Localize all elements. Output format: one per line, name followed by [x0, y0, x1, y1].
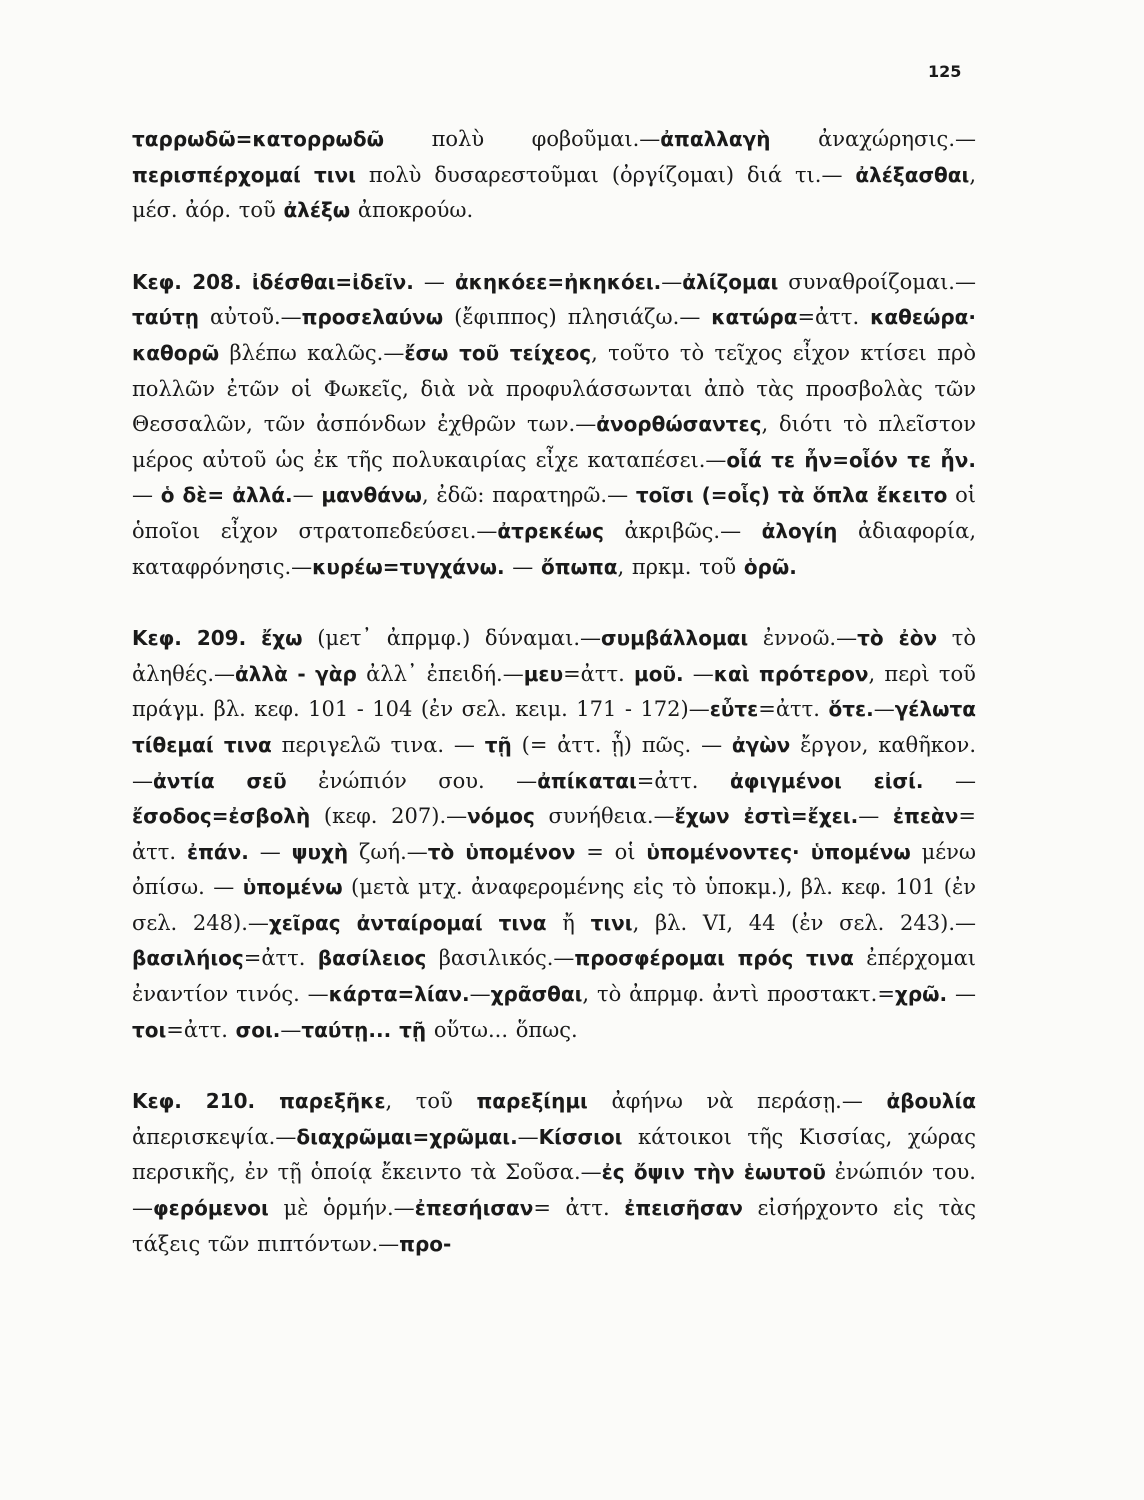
gloss-text: (= ἀττ. ᾗ) πῶς. — — [511, 732, 732, 757]
gloss-text: , βλ. VI, 44 (ἐν σελ. 243).— — [632, 910, 977, 935]
headword: παρεξίημι — [476, 1089, 588, 1114]
gloss-text: = ἀττ. — [132, 804, 976, 864]
gloss-text: ἔργον, καθῆκον. — — [132, 732, 976, 793]
gloss-text: — — [661, 269, 683, 294]
headword: κάρτα=λίαν. — [328, 982, 470, 1007]
headword: ταύτῃ — [132, 305, 200, 330]
paragraph-3 — [132, 1084, 976, 1262]
gloss-text: ἐνώπιόν του.— — [132, 1160, 976, 1221]
gloss-text: οὕτω... ὅπως. — [426, 1017, 578, 1042]
gloss-text: ζωή.— — [348, 839, 428, 864]
headword: ἀντία σεῦ — [153, 768, 287, 793]
headword: προ- — [399, 1231, 452, 1256]
gloss-text: =ἀττ. — [563, 661, 634, 686]
gloss-text: =ἀττ. — [166, 1017, 236, 1042]
headword: ἀφιγμένοι εἰσί. — [729, 768, 924, 793]
headword: ὅτε. — [828, 697, 874, 722]
gloss-text: — — [517, 1124, 539, 1149]
headword: ἔσοδος=ἐσβολὴ — [132, 804, 311, 829]
headword: χρῶ. — [894, 982, 948, 1007]
headword: ἐπεὰν — [892, 804, 959, 829]
gloss-text: =ἀττ. — [636, 768, 730, 793]
headword: διαχρῶμαι=χρῶμαι. — [296, 1124, 518, 1149]
gloss-text: ἀναχώρησις.— — [770, 127, 976, 151]
gloss-text: =ἀττ. — [797, 305, 871, 330]
headword: εὖτε — [709, 697, 759, 722]
headword: ἀλογίη — [761, 518, 838, 543]
headword: ἔχων ἐστὶ=ἔχει. — [674, 804, 859, 829]
headword: ὁ δὲ= ἀλλά. — [160, 483, 293, 508]
gloss-text: — — [292, 483, 322, 508]
gloss-text: ἀφήνω νὰ περάσῃ.— — [587, 1089, 887, 1114]
gloss-text: πολὺ δυσαρεστοῦμαι (ὀργίζομαι) διά τι.— — [355, 162, 856, 187]
gloss-text: , τὸ ἀπρμφ. ἀντὶ προστακτ.= — [582, 982, 895, 1007]
gloss-text: (κεφ. 207).— — [310, 804, 468, 829]
headword: ἀτρεκέως — [497, 518, 604, 543]
headword: περισπέρχομαί τινι — [132, 162, 356, 187]
gloss-text: ἐνώπιόν σου. — — [286, 768, 538, 793]
headword: ψυχὴ — [291, 839, 349, 864]
headword: κυρέω=τυγχάνω. — [312, 554, 505, 579]
headword: ἐπεισῆσαν — [624, 1196, 743, 1221]
paragraph-1 — [132, 265, 976, 585]
gloss-text: — — [248, 839, 292, 864]
headword: οἷά τε ἦν=οἷόν τε ἦν. — [726, 447, 976, 472]
headword: ἀλέξω — [283, 198, 351, 223]
gloss-text: , πρκμ. τοῦ — [617, 554, 744, 579]
gloss-text: βλέπω καλῶς.— — [219, 340, 405, 365]
body-text — [132, 122, 976, 1262]
page-number: 125 — [928, 62, 962, 81]
gloss-text: ἀλλ᾽ ἐπειδή.— — [356, 661, 524, 686]
gloss-text: — — [947, 982, 976, 1007]
headword: καθεώρα· καθορῶ — [132, 305, 976, 365]
gloss-text: μένω ὀπίσω. — — [132, 839, 976, 900]
gloss-text: — — [858, 804, 893, 829]
headword: ἀκηκόεε=ἠκηκόει. — [454, 269, 662, 294]
gloss-text: = οἱ — [575, 839, 647, 864]
gloss-text: — — [683, 661, 714, 686]
headword: ὄπωπα — [540, 554, 618, 579]
gloss-text: — — [469, 982, 491, 1007]
gloss-text: = ἀττ. — [533, 1196, 625, 1221]
headword: ἐπεσήισαν — [414, 1196, 534, 1221]
headword: τοῖσι (=οἷς) τὰ ὅπλα ἔκειτο — [635, 483, 948, 508]
gloss-text: τὸ ἀληθές.— — [132, 626, 977, 686]
headword: ὑπομένω — [242, 875, 343, 900]
headword: βασίλειος — [317, 946, 427, 971]
headword: ἀνορθώσαντες — [596, 412, 762, 437]
paragraph-0 — [132, 122, 976, 229]
headword: μανθάνω — [321, 483, 422, 508]
gloss-text: — — [280, 1017, 302, 1042]
gloss-text: αὐτοῦ.— — [199, 305, 302, 330]
gloss-text: ἐπέρχομαι ἐναντίον τινός. — — [132, 946, 976, 1007]
gloss-text: συνήθεια.— — [534, 804, 675, 829]
gloss-text: βασιλικός.— — [426, 946, 575, 971]
headword: φερόμενοι — [153, 1196, 269, 1221]
gloss-text: ἀποκρούω. — [350, 198, 474, 223]
gloss-text: , τοῦτο τὸ τεῖχος εἶχον κτίσει πρὸ πολλῶν ἐτῶν οἱ Φωκεῖς, διὰ νὰ προφυλάσσωνται ἀπὸ τὰς προσβολὰς τῶν Θεσσαλῶν, τῶν ἀσπόνδων ἐχθρῶν των.— — [132, 340, 976, 437]
headword: ἀγὼν — [731, 732, 791, 757]
headword: ἀλέξασθαι — [855, 162, 970, 187]
headword: ἀβουλία — [886, 1089, 976, 1114]
headword: Κεφ. 209. ἔχω — [132, 626, 303, 651]
gloss-text: =ἀττ. — [758, 697, 829, 722]
headword: τὸ ἐὸν — [857, 626, 938, 651]
headword: ἀλλὰ - γὰρ — [235, 661, 357, 686]
gloss-text: ἀπερισκεψία.— — [132, 1124, 297, 1149]
gloss-text: ἀδιαφορία, καταφρόνησις.— — [132, 518, 976, 579]
headword: προσφέρομαι πρός τινα — [574, 946, 854, 971]
headword: τὸ ὑπομένον — [427, 839, 576, 864]
headword: ταύτῃ... τῇ — [301, 1017, 427, 1042]
gloss-text: κάτοικοι τῆς Κισσίας, χώρας περσικῆς, ἐν τῇ ὁποίᾳ ἔκειντο τὰ Σοῦσα.— — [132, 1124, 976, 1185]
gloss-text: =ἀττ. — [243, 946, 318, 971]
headword: ἐς ὄψιν τὴν ἑωυτοῦ — [601, 1160, 826, 1185]
paragraph-2 — [132, 621, 976, 1048]
headword: τοι — [132, 1017, 167, 1042]
headword: μευ — [523, 661, 564, 686]
headword: ἀλίζομαι — [682, 269, 779, 294]
gloss-text: — — [504, 554, 541, 579]
gloss-text: — — [923, 768, 976, 793]
headword: Κεφ. 208. ἰδέσθαι=ἰδεῖν. — [132, 269, 414, 294]
gloss-text: , περὶ τοῦ πράγμ. βλ. κεφ. 101 - 104 (ἐν σελ. κειμ. 171 - 172)— — [132, 661, 976, 722]
headword: τῇ — [484, 732, 512, 757]
headword: χεῖρας ἀνταίρομαί τινα — [268, 910, 547, 935]
headword: τινι — [590, 910, 633, 935]
gloss-text: ἀκριβῶς.— — [603, 518, 762, 543]
gloss-text: (μετὰ μτχ. ἀναφερομένης εἰς τὸ ὑποκμ.), βλ. κεφ. 101 (ἐν σελ. 248).— — [132, 875, 976, 935]
headword: κατώρα — [711, 305, 798, 330]
gloss-text: εἰσήρχοντο εἰς τὰς τάξεις τῶν πιπτόντων.— — [132, 1196, 977, 1256]
gloss-text: ἐννοῶ.— — [748, 626, 858, 651]
headword: μοῦ. — [634, 661, 684, 686]
headword: ἀπίκαται — [537, 768, 637, 793]
gloss-text: (ἔφιππος) πλησιάζω.— — [443, 305, 712, 330]
gloss-text: , διότι τὸ πλεῖστον μέρος αὐτοῦ ὡς ἐκ τῆς πολυκαιρίας εἶχε καταπέσει.— — [132, 412, 976, 472]
headword: Κεφ. 210. παρεξῆκε — [132, 1089, 386, 1114]
headword: νόμος — [467, 804, 535, 829]
gloss-text: περιγελῶ τινα. — — [271, 732, 485, 757]
headword: ἔσω τοῦ τείχεος — [404, 340, 592, 365]
headword: ἐπάν. — [186, 839, 249, 864]
headword: καὶ πρότερον — [713, 661, 869, 686]
gloss-text: συναθροίζομαι.— — [778, 269, 976, 294]
gloss-text: οἱ ὁποῖοι εἶχον στρατοπεδεύσει.— — [132, 483, 976, 543]
gloss-text: — — [873, 697, 895, 722]
gloss-text: (μετ᾽ ἀπρμφ.) δύναμαι.— — [302, 626, 602, 651]
headword: ὁρῶ. — [743, 554, 797, 579]
headword: σοι. — [235, 1017, 281, 1042]
headword: ἀπαλλαγὴ — [660, 127, 771, 151]
headword: βασιλήιος — [132, 946, 244, 971]
headword: Κίσσιοι — [538, 1124, 623, 1149]
gloss-text: — — [413, 269, 455, 294]
headword: συμβάλλομαι — [601, 626, 749, 651]
gloss-text: μὲ ὁρμήν.— — [268, 1196, 415, 1221]
gloss-text: , μέσ. ἀόρ. τοῦ — [132, 162, 977, 223]
gloss-text: ἤ — [546, 910, 591, 935]
gloss-text: , ἐδῶ: παρατηρῶ.— — [421, 483, 636, 508]
headword: ταρρωδῶ=κατορρωδῶ — [132, 127, 384, 151]
gloss-text: πολὺ φοβοῦμαι.— — [384, 127, 661, 151]
gloss-text: — — [132, 483, 161, 508]
headword: προσελαύνω — [301, 305, 444, 330]
headword: ὑπομένοντες· ὑπομένω — [646, 839, 911, 864]
gloss-text: , τοῦ — [385, 1089, 477, 1114]
headword: χρᾶσθαι — [490, 982, 583, 1007]
headword: γέλωτα τίθεμαί τινα — [132, 697, 976, 757]
